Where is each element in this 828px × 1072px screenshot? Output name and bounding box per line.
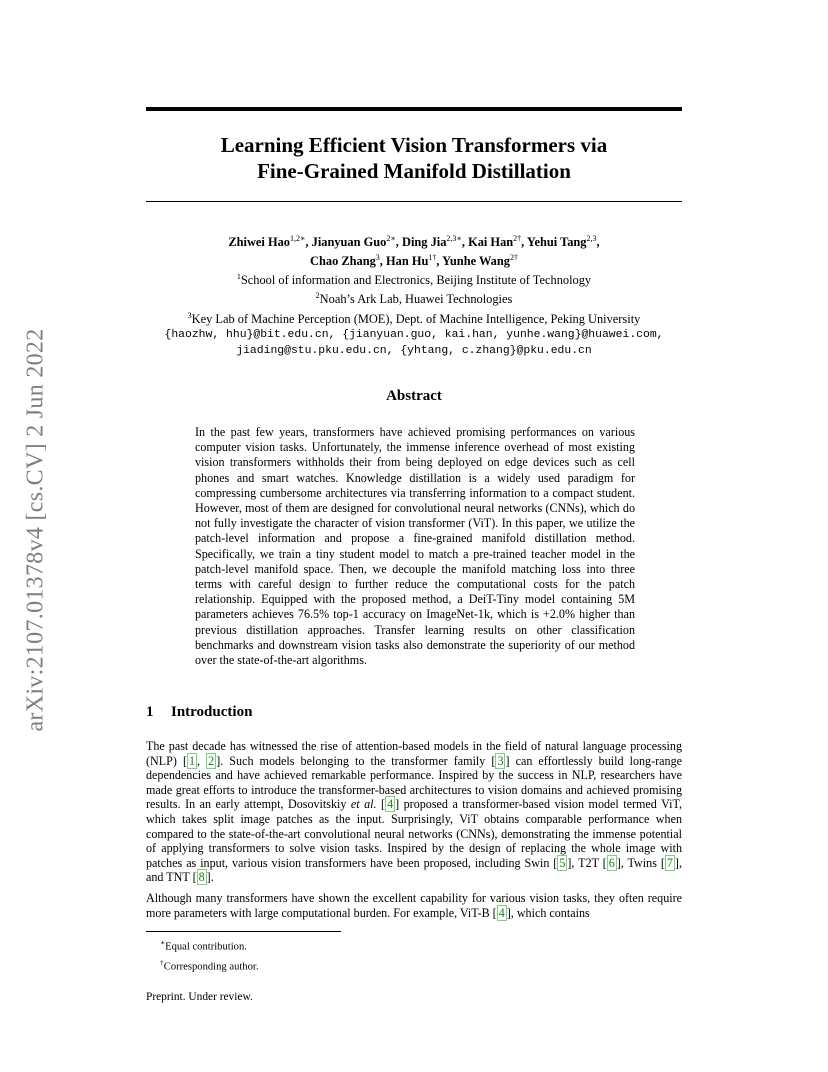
title-bottom-rule <box>146 201 682 202</box>
footnotes <box>160 935 259 974</box>
text-run: , which contains <box>510 905 590 920</box>
affiliation-3 <box>146 308 682 327</box>
citation-link[interactable]: 5 <box>559 855 566 870</box>
intro-paragraph-2: Although many transformers have shown the excellent capability for various vision tasks, they often require more parameters with large computational burden. For example, ViT-B [ 4 ], which contains <box>146 890 682 920</box>
footnote-mark: ∗ <box>160 938 166 947</box>
abstract-text: In the past few years, transformers have achieved promising performances on various computer vision tasks. Unfortunately, the immense inference overhead of most existing vision transformers withholds their from being deployed on edge devices such as cell phones and smart watches. Knowledge distillation is a widely used paradigm for compressing cumbersome architectures via transferring information to a compact student. However, most of them are designed for convolutional neural networks (CNNs), which do not fully investigate the character of vision transformer (ViT). In this paper, we utilize the patch-level information and propose a fine-grained manifold distillation method. Specifically, we train a tiny student model to match a pre-trained teacher model in the patch-level manifold space. Then, we decouple the manifold matching loss into three terms with careful design to further reduce the computational costs for the patch relationship. Equipped with the proposed method, a DeiT-Tiny model containing 5M parameters achieves 76.5% top-1 accuracy on ImageNet-1k, which is +2.0% higher than previous distillation approaches. Transfer learning results on other classification benchmarks and downstream vision tasks also demonstrate the superiority of our method over the state-of-the-art algorithms. <box>195 425 635 668</box>
author-names-line-1: Zhiwei Hao$^{1,2∗}$, Jianyuan Guo$^{2∗}$, Ding Jia$^{2,3∗}$, Kai Han$^{2\dagger}$, Yehui Tang$^{2,3}$, <box>228 234 600 250</box>
citation-link[interactable]: 2 <box>208 753 215 768</box>
section-heading-introduction <box>146 704 252 721</box>
author-sup: 1,2∗ <box>289 234 306 243</box>
abstract-heading: Abstract <box>386 388 442 404</box>
citation-link[interactable]: 8 <box>198 870 205 885</box>
author-sup: 1† <box>428 253 437 263</box>
affiliation-1 <box>146 269 682 288</box>
paper-title <box>146 132 682 184</box>
citation-link[interactable]: 4 <box>498 905 505 920</box>
preprint-notice: Preprint. Under review. <box>146 991 253 1003</box>
affiliation-num: 3 <box>187 310 192 320</box>
title-line-2: Fine-Grained Manifold Distillation <box>257 159 571 183</box>
citation-link[interactable]: 4 <box>387 797 394 812</box>
text-run: , <box>197 753 207 768</box>
author-names-line-2: Chao Zhang$^3$, Han $Hu^{1\dagger}$, Yunhe Wang$^{2\dagger}$ <box>310 253 518 269</box>
citation-link[interactable]: 1 <box>189 753 196 768</box>
author-sup: 2∗ <box>386 234 396 243</box>
title-top-rule <box>146 107 682 111</box>
affiliation-num: 1 <box>236 272 241 282</box>
author-name: Yunhe Wang <box>442 254 510 269</box>
author-name: Jianyuan Guo <box>311 235 387 250</box>
author-name: Chao Zhang <box>310 254 376 269</box>
affiliation-text: Noah’s Ark Lab, Huawei Technologies <box>319 292 513 307</box>
author-block <box>146 231 682 359</box>
text-run: . Such models belonging to the transformer family <box>220 753 492 768</box>
author-name: Kai Han <box>468 235 514 250</box>
author-sup: 3 <box>375 253 380 263</box>
arxiv-identifier-stamp <box>18 300 54 760</box>
footnote-equal-contribution <box>160 935 259 955</box>
affiliation-num: 2 <box>315 291 320 301</box>
text-run: can effortlessly build long-range dependencies and have achieved remarkable performance. Inspired by the success in NLP, researchers have made great efforts to introduce the transformer-based architectures to vision domains and achieved promising results. In an early attempt, Dosovitskiy <box>146 753 682 812</box>
text-run: , and TNT <box>146 855 682 885</box>
footnote-text: Corresponding author. <box>163 961 259 973</box>
text-run: proposed a transformer-based vision model termed ViT, which takes split image patches as the input. Surprisingly, ViT obtains comparable performance when compared to the state-of-the-art convolutional neural networks (CNNs), demonstrating the immense potential of applying transformers to solve vision tasks. Inspired by the design of replacing the whole image with patches as input, various vision transformers have been proposed, including Swin <box>146 797 682 870</box>
text-run: , T2T <box>571 855 603 870</box>
intro-paragraph-1: The past decade has witnessed the rise of attention-based models in the field of natural language processing (NLP) [ 1 , 2 ]. Such models belonging to the transformer family [ 3 ] can effortlessly build long-range dependencies and have achieved remarkable performance. Inspired by the success in NLP, researchers have made great efforts to introduce the transformer-based architectures to vision domains and achieved promising results. In an early attempt, Dosovitskiy et al. [ 4 ] proposed a transformer-based vision model termed ViT, which takes split image patches as the input. Surprisingly, ViT obtains comparable performance when compared to the state-of-the-art convolutional neural networks (CNNs), demonstrating the immense potential of applying transformers to solve vision tasks. Inspired by the design of replacing the whole image with patches as input, various vision transformers have been proposed, including Swin [ 5 ], T2T [ 6 ], Twins [ 7 ], and TNT [ 8 ]. <box>146 739 682 885</box>
text-run: The past decade has witnessed the rise of attention-based models in the field of natural language processing (NLP) <box>146 739 682 768</box>
email-line-2: jiading@stu.pku.edu.cn, {yhtang, c.zhang}@pku.edu.cn <box>236 344 592 357</box>
footnote-mark: † <box>160 957 164 967</box>
citation-link[interactable]: 6 <box>608 855 615 870</box>
text-run: Although many transformers have shown the excellent capability for various vision tasks, they often require more parameters with large computational burden. For example, ViT-B <box>146 890 682 920</box>
author-name: Zhiwei Hao <box>228 235 290 250</box>
citation-link[interactable]: 3 <box>497 753 504 768</box>
author-sup: 2† <box>509 253 518 263</box>
introduction-body <box>146 739 682 926</box>
footnote-text: Equal contribution. <box>165 941 247 953</box>
footnote-rule <box>146 931 341 932</box>
affiliation-2 <box>146 288 682 307</box>
footnote-corresponding-author <box>160 955 259 975</box>
author-sup: 2,3∗ <box>446 234 462 243</box>
section-number: 1 <box>146 704 154 720</box>
text-run-italic: et al. <box>350 797 377 812</box>
author-name: Ding Jia <box>402 235 447 250</box>
author-name: Han Hu <box>386 254 429 269</box>
citation-link[interactable]: 7 <box>666 855 673 870</box>
author-sup: 2† <box>513 234 522 243</box>
section-title: Introduction <box>171 704 253 720</box>
text-run: . <box>210 870 214 885</box>
email-line-1: {haozhw, hhu}@bit.edu.cn, {jianyuan.guo, kai.han, yunhe.wang}@huawei.com, <box>164 328 664 341</box>
title-line-1: Learning Efficient Vision Transformers via <box>220 133 608 157</box>
author-sup: 2,3 <box>586 234 597 243</box>
affiliation-text: School of information and Electronics, Beijing Institute of Technology <box>240 273 592 288</box>
affiliation-text: Key Lab of Machine Perception (MOE), Dept. of Machine Intelligence, Peking University <box>191 311 641 326</box>
text-run: , Twins <box>620 855 661 870</box>
arxiv-id: arXiv:2107.01378v4 [cs.CV] 2 Jun 2022 <box>22 328 49 732</box>
author-name: Yehui Tang <box>526 235 587 250</box>
